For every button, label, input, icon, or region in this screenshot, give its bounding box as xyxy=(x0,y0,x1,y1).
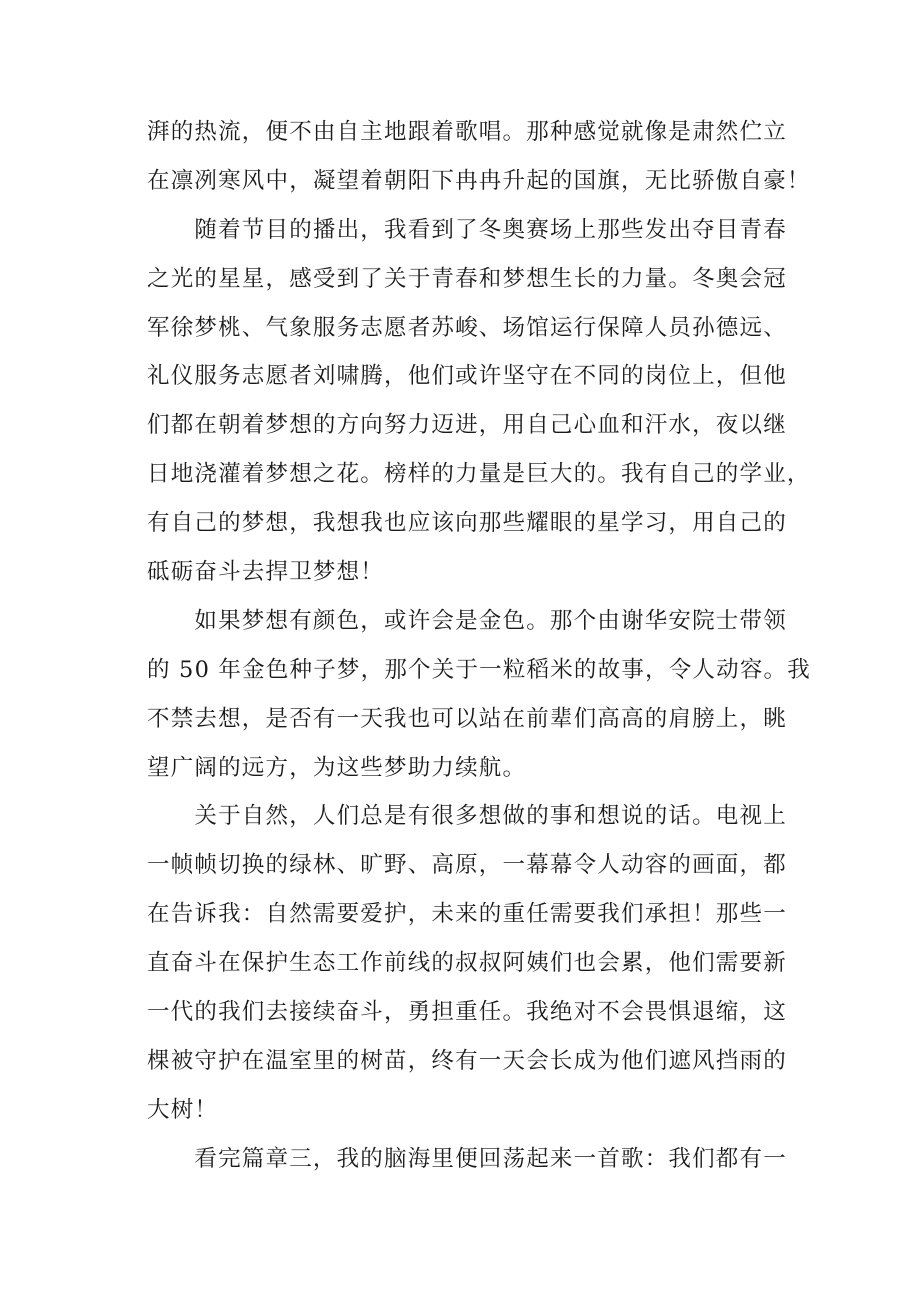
text-line: 直奋斗在保护生态工作前线的叔叔阿姨们也会累，他们需要新 xyxy=(147,950,787,977)
text-line: 棵被守护在温室里的树苗，终有一天会长成为他们遮风挡雨的 xyxy=(147,1047,787,1074)
text-line: 随着节目的播出，我看到了冬奥赛场上那些发出夺目青春 xyxy=(147,216,787,243)
text-line: 看完篇章三，我的脑海里便回荡起来一首歌：我们都有一 xyxy=(147,1145,787,1172)
text-line: 砥砺奋斗去捍卫梦想！ xyxy=(147,559,385,586)
text-line: 在凛冽寒风中，凝望着朝阳下冉冉升起的国旗，无比骄傲自豪！ xyxy=(147,167,811,194)
text-line: 大树！ xyxy=(147,1096,219,1123)
text-line: 关于自然，人们总是有很多想做的事和想说的话。电视上 xyxy=(147,803,787,830)
text-line: 一代的我们去接续奋斗，勇担重任。我绝对不会畏惧退缩，这 xyxy=(147,999,787,1026)
text-line: 军徐梦桃、气象服务志愿者苏峻、场馆运行保障人员孙德远、 xyxy=(147,314,787,341)
text-line: 一帧帧切换的绿林、旷野、高原，一幕幕令人动容的画面，都 xyxy=(147,852,787,879)
text-line: 在告诉我：自然需要爱护，未来的重任需要我们承担！那些一 xyxy=(147,901,787,928)
text-line: 们都在朝着梦想的方向努力迈进，用自己心血和汗水，夜以继 xyxy=(147,412,787,439)
text-line: 不禁去想，是否有一天我也可以站在前辈们高高的肩膀上，眺 xyxy=(147,705,787,732)
text-line: 礼仪服务志愿者刘啸腾，他们或许坚守在不同的岗位上，但他 xyxy=(147,363,787,390)
text-line: 的 50 年金色种子梦，那个关于一粒稻米的故事，令人动容。我 xyxy=(147,656,811,683)
text-line: 之光的星星，感受到了关于青春和梦想生长的力量。冬奥会冠 xyxy=(147,265,787,292)
text-line: 湃的热流，便不由自主地跟着歌唱。那种感觉就像是肃然伫立 xyxy=(147,119,787,145)
essay-text xyxy=(147,108,811,1184)
text-line: 如果梦想有颜色，或许会是金色。那个由谢华安院士带领 xyxy=(147,607,787,634)
text-line: 望广阔的远方，为这些梦助力续航。 xyxy=(147,754,527,781)
text-line: 有自己的梦想，我想我也应该向那些耀眼的星学习，用自己的 xyxy=(147,510,787,537)
text-line: 日地浇灌着梦想之花。榜样的力量是巨大的。我有自己的学业， xyxy=(147,461,811,488)
